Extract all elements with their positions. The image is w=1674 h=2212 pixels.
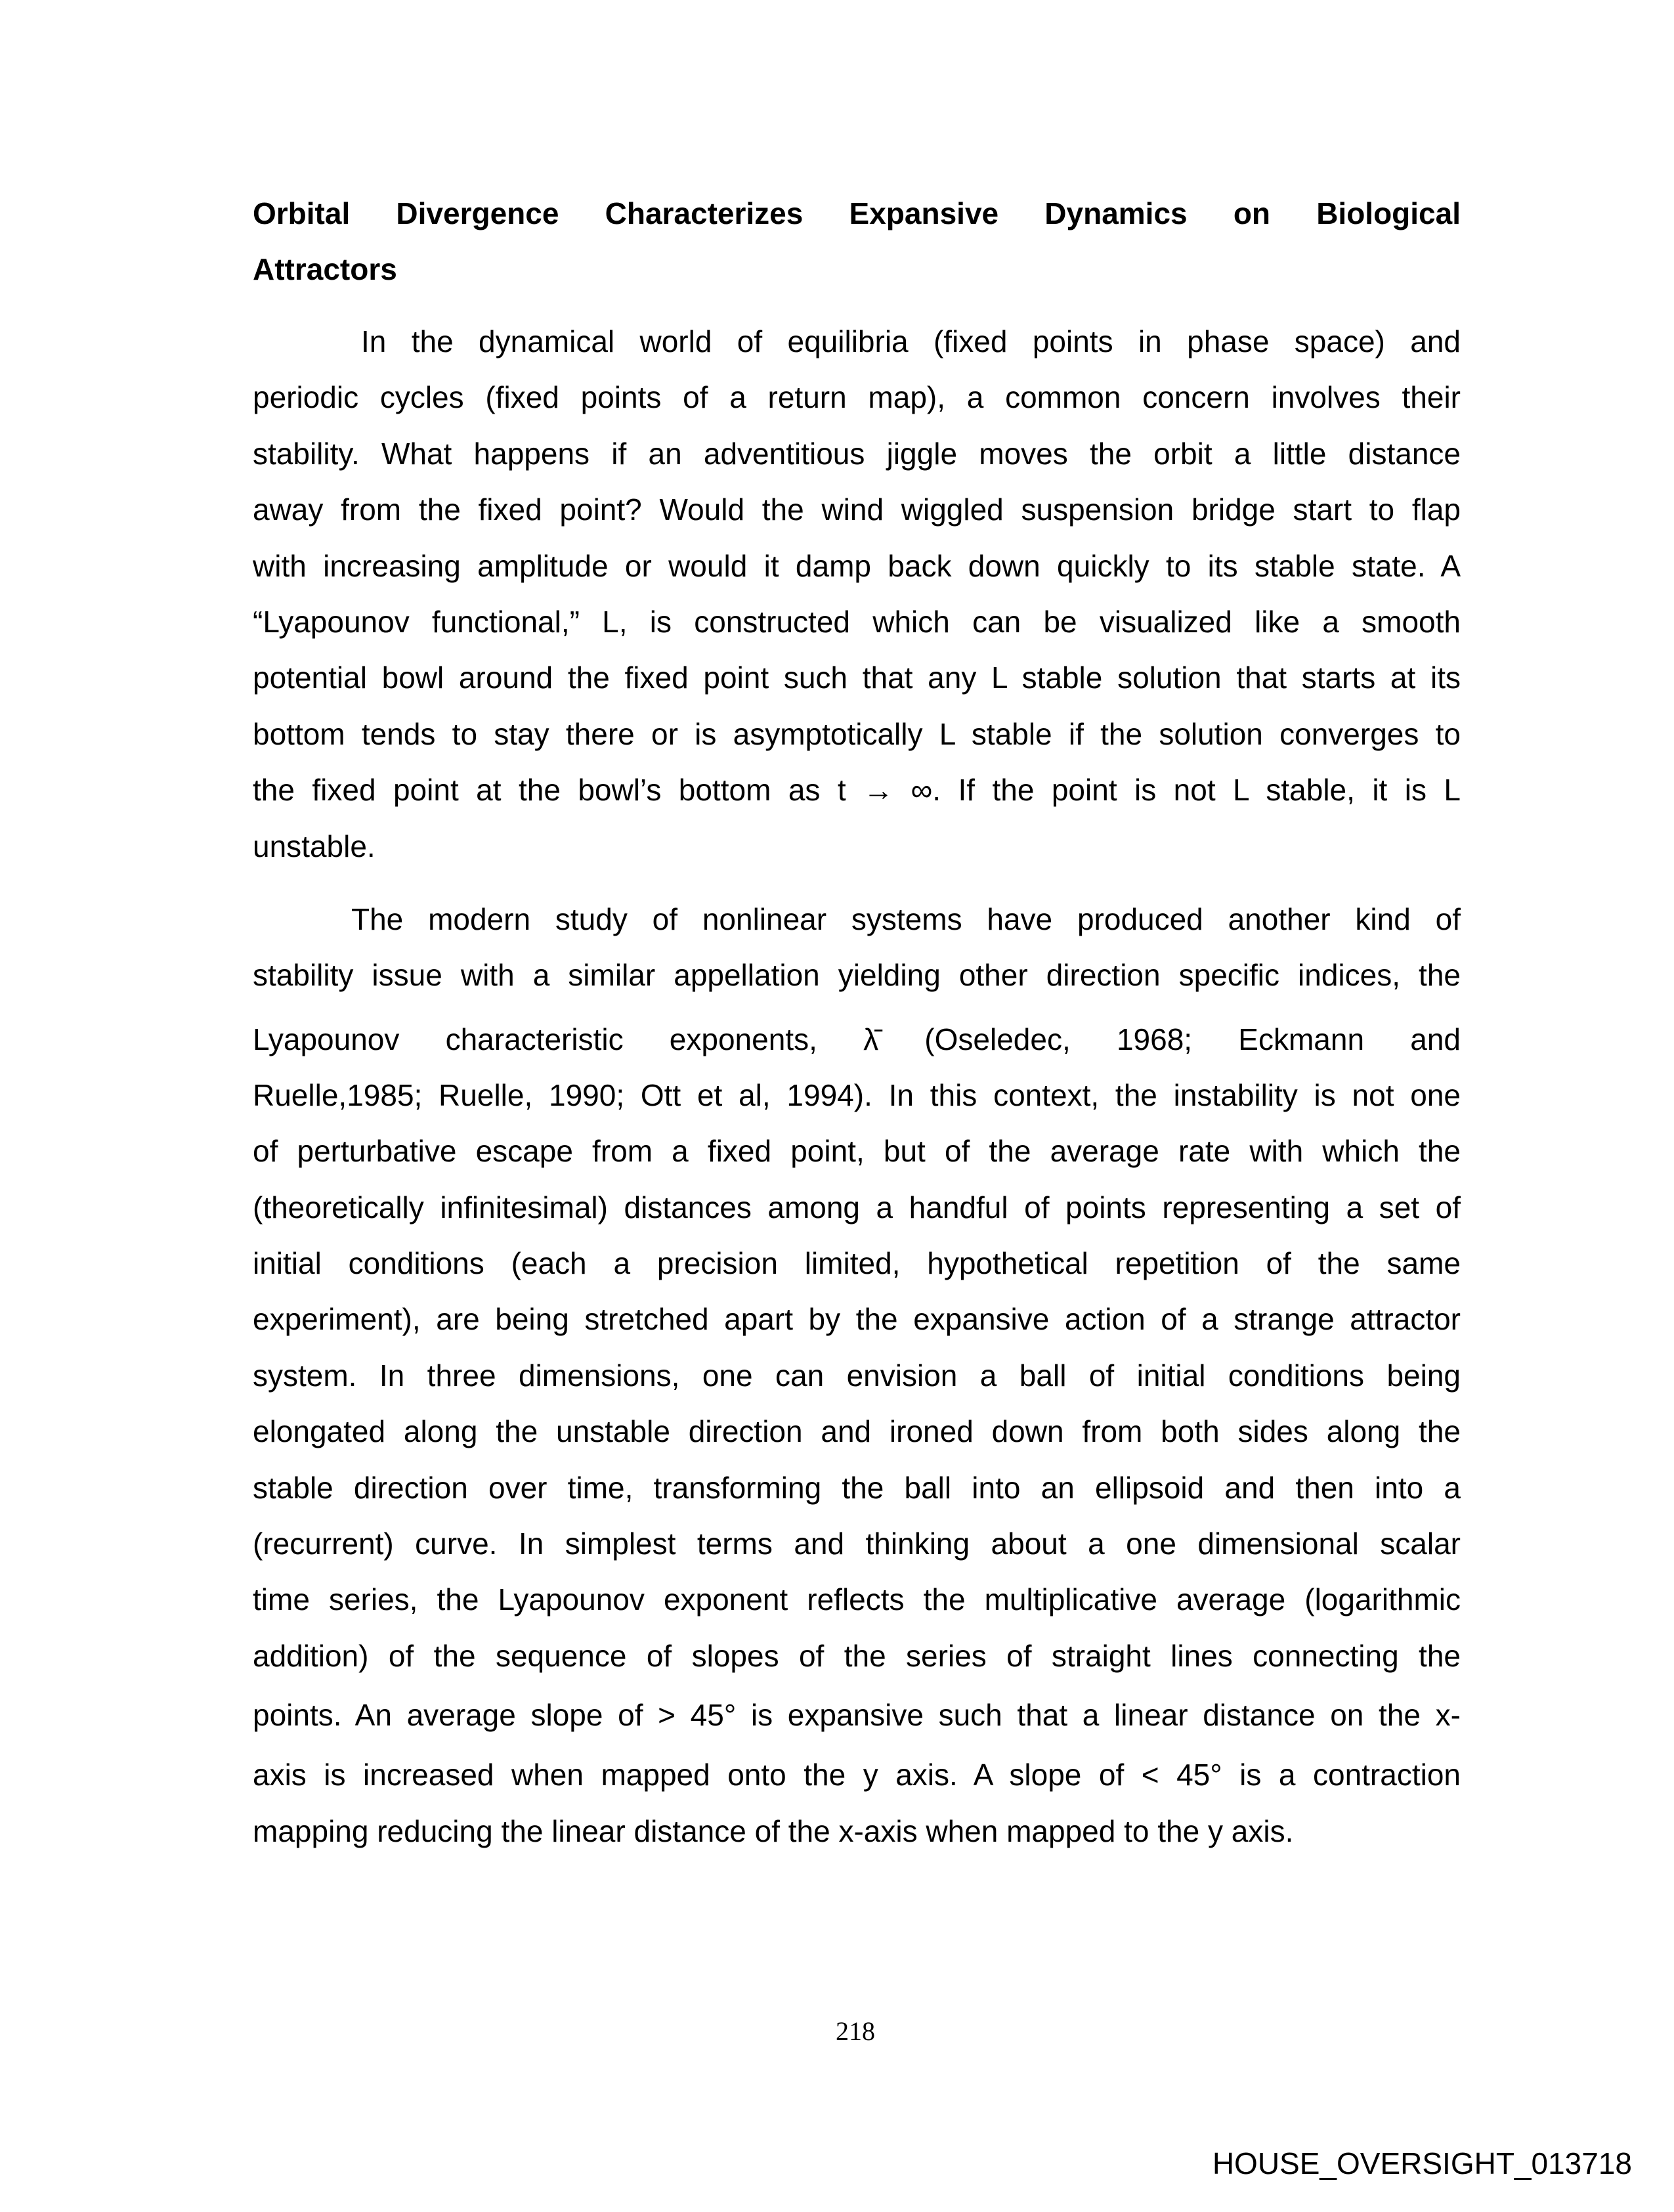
document-id-footer: HOUSE_OVERSIGHT_013718 <box>1212 2146 1632 2180</box>
text-line: stability. What happens if an adventitious jiggle moves the orbit a little distance <box>253 436 1461 471</box>
text-line: of perturbative escape from a fixed point, but of the average rate with which the <box>253 1134 1461 1169</box>
section-title <box>253 186 1461 298</box>
title-line: Orbital Divergence Characterizes Expansive Dynamics on Biological <box>253 196 1461 230</box>
text-line: The modern study of nonlinear systems have produced another kind of <box>351 902 1461 936</box>
text-line: bottom tends to stay there or is asymptotically L stable if the solution converges to <box>253 716 1461 751</box>
text-line: addition) of the sequence of slopes of the series of straight lines connecting the <box>253 1638 1461 1673</box>
text-line: with increasing amplitude or would it damp back down quickly to its stable state. A <box>253 548 1461 583</box>
page-number: 218 <box>836 2016 875 2046</box>
text-line: away from the fixed point? Would the wind wiggled suspension bridge start to flap <box>253 492 1461 527</box>
text-line: (recurrent) curve. In simplest terms and thinking about a one dimensional scalar <box>253 1526 1461 1561</box>
title-line: Attractors <box>253 252 397 287</box>
paragraph-1 <box>253 314 1461 875</box>
text-line: potential bowl around the fixed point such that any L stable solution that starts at its <box>253 661 1461 695</box>
text-line: elongated along the unstable direction and ironed down from both sides along the <box>253 1414 1461 1449</box>
text-line: stability issue with a similar appellation yielding other direction specific indices, the <box>253 958 1461 993</box>
text-line: periodic cycles (fixed points of a return map), a common concern involves their <box>253 380 1461 415</box>
text-line: mapping reducing the linear distance of the x-axis when mapped to the y axis. <box>253 1814 1294 1849</box>
text-line: time series, the Lyapounov exponent reflects the multiplicative average (logarithmic <box>253 1582 1461 1617</box>
text-line: axis is increased when mapped onto the y axis. A slope of < 45° is a contraction <box>253 1758 1461 1792</box>
text-line: experiment), are being stretched apart by the expansive action of a strange attractor <box>253 1302 1461 1337</box>
text-line: Ruelle,1985; Ruelle, 1990; Ott et al, 1994). In this context, the instability is not one <box>253 1077 1461 1112</box>
text-line: “Lyapounov functional,” L, is constructed which can be visualized like a smooth <box>253 604 1461 639</box>
text-line: stable direction over time, transforming the ball into an ellipsoid and then into a <box>253 1470 1461 1505</box>
text-line: the fixed point at the bowl’s bottom as t → ∞. If the point is not L stable, it is L <box>253 773 1461 808</box>
text-line: In the dynamical world of equilibria (fixed points in phase space) and <box>361 324 1461 358</box>
text-line: initial conditions (each a precision limited, hypothetical repetition of the same <box>253 1246 1461 1280</box>
text-line: Lyapounov characteristic exponents, λ̄ (Oseledec, 1968; Eckmann and <box>253 1022 1461 1056</box>
paragraph-2 <box>253 892 1461 1859</box>
text-line: (theoretically infinitesimal) distances among a handful of points representing a set of <box>253 1190 1461 1225</box>
text-line: unstable. <box>253 829 376 863</box>
text-line: system. In three dimensions, one can envision a ball of initial conditions being <box>253 1358 1461 1393</box>
text-line: points. An average slope of > 45° is expansive such that a linear distance on the x- <box>253 1698 1461 1733</box>
